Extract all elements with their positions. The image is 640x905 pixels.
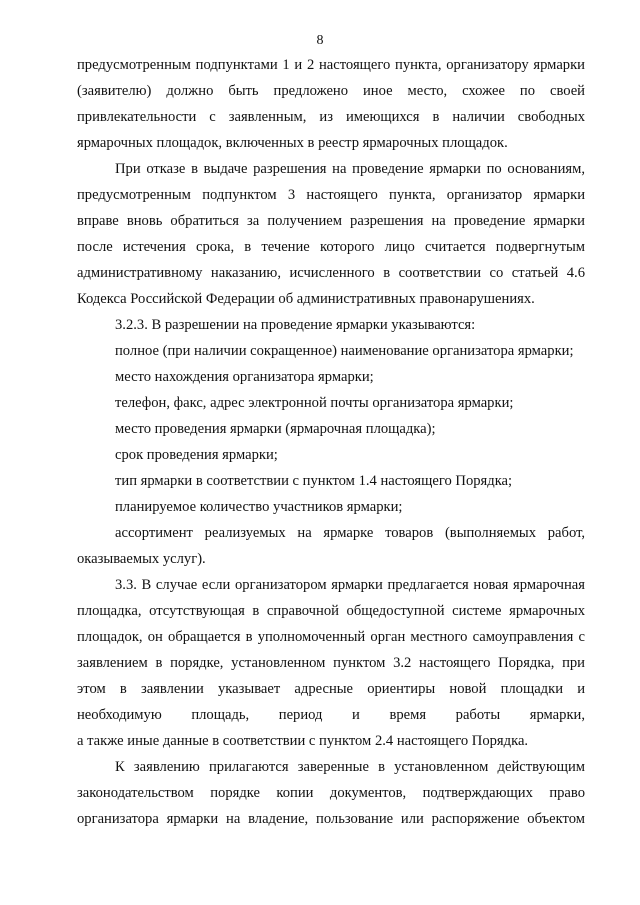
text-line: предусмотренным подпунктами 1 и 2 настоящего пункта, организатору ярмарки	[77, 57, 585, 73]
text-line: полное (при наличии сокращенное) наименование организатора ярмарки;	[115, 343, 574, 359]
text-line: К заявлению прилагаются заверенные в установленном действующим	[115, 759, 585, 775]
text-line: ассортимент реализуемых на ярмарке товаров (выполняемых работ,	[115, 525, 585, 541]
text-line: законодательством порядке копии документов, подтверждающих право	[77, 785, 585, 801]
text-line: 3.3. В случае если организатором ярмарки предлагается новая ярмарочная	[115, 577, 585, 593]
text-line: площадка, отсутствующая в справочной общедоступной системе ярмарочных	[77, 603, 585, 619]
text-line: телефон, факс, адрес электронной почты организатора ярмарки;	[115, 395, 514, 411]
text-line: вправе вновь обратиться за получением разрешения на проведение ярмарки	[77, 213, 585, 229]
text-line: Кодекса Российской Федерации об административных правонарушениях.	[77, 291, 535, 307]
text-line: место нахождения организатора ярмарки;	[115, 369, 374, 385]
text-line: (заявителю) должно быть предложено иное место, схожее по своей	[77, 83, 585, 99]
text-line: административному наказанию, исчисленного в соответствии со статьей 4.6	[77, 265, 585, 281]
text-line: необходимую площадь, период и время работы ярмарки,	[77, 707, 585, 723]
text-line: При отказе в выдаче разрешения на проведение ярмарки по основаниям,	[115, 161, 585, 177]
text-line: место проведения ярмарки (ярмарочная площадка);	[115, 421, 436, 437]
text-line: тип ярмарки в соответствии с пунктом 1.4 настоящего Порядка;	[115, 473, 513, 489]
text-line: предусмотренным подпунктом 3 настоящего пункта, организатор ярмарки	[77, 187, 585, 203]
text-line: после истечения срока, в течение которого лицо считается подвергнутым	[77, 239, 585, 255]
text-line: а также иные данные в соответствии с пунктом 2.4 настоящего Порядка.	[77, 733, 529, 749]
text-line: площадок, он обращается в уполномоченный орган местного самоуправления с	[77, 629, 585, 645]
text-line: планируемое количество участников ярмарки;	[115, 499, 403, 515]
text-line: ярмарочных площадок, включенных в реестр ярмарочных площадок.	[77, 135, 508, 151]
page-number: 8	[316, 33, 324, 48]
text-line: 3.2.3. В разрешении на проведение ярмарки указываются:	[115, 317, 476, 333]
text-line: организатора ярмарки на владение, пользование или распоряжение объектом	[77, 811, 585, 827]
document-body	[77, 52, 585, 832]
text-line: срок проведения ярмарки;	[115, 447, 278, 463]
text-line: оказываемых услуг).	[77, 551, 206, 567]
text-line: привлекательности с заявленным, из имеющихся в наличии свободных	[77, 109, 585, 125]
text-line: этом в заявлении указывает адресные ориентиры новой площадки и	[77, 681, 585, 697]
text-line: заявлением в порядке, установленном пунктом 3.2 настоящего Порядка, при	[77, 655, 585, 671]
